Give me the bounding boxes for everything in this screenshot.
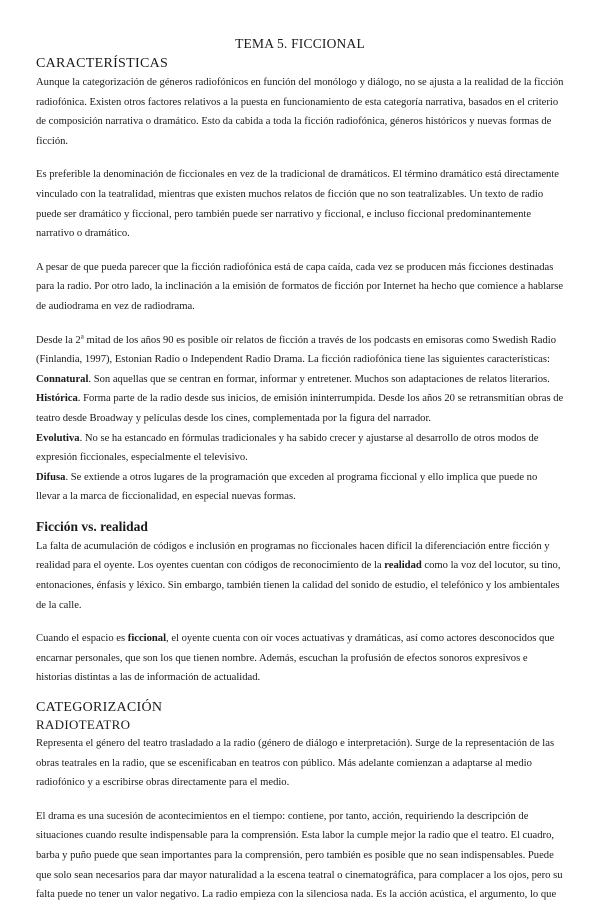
heading-caracteristicas: CARACTERÍSTICAS — [36, 56, 169, 71]
term-historica: Histórica — [36, 393, 78, 405]
term-difusa: Difusa — [36, 471, 66, 483]
term-evolutiva: Evolutiva — [36, 432, 80, 444]
list-item-evolutiva: Evolutiva. No se ha estancado en fórmulas tradicionales y ha sabido crecer y ajustarse al desarrollo de otros modos de expresión ficcionales, especialmente el televisivo. — [36, 432, 539, 464]
list-item-historica: Histórica. Forma parte de la radio desde sus inicios, de emisión ininterrumpida. Desde los años 20 se retransmitían obras de teatro desde Broadway y películas desde los cines, complementada por la figura del narrador. — [36, 393, 564, 424]
paragraph-caracteristicas-1: Aunque la categorización de géneros radiofónicos en función del monólogo y diálogo, no se ajusta a la realidad de la ficción radiofónica. Existen otros factores relativos a la puesta en funcionamiento de esta categoría narrativa, basados en el criterio de composición narrativa o dramático. Esto da cabida a toda la ficción radiofónica, géneros históricos y nuevas formas de ficción. — [36, 77, 564, 147]
heading-ficcion-vs-realidad: Ficción vs. realidad — [36, 518, 148, 534]
paragraph-radioteatro-2: El drama es una sucesión de acontecimientos en el tiempo: contiene, por tanto, acción, requiriendo la descripción de situaciones cuando resulte indispensable para la comprensión. Esta labor la cumple mejor la radio que el teatro. El cuadro, barba y puño puede que sean importantes para la comprensión, pero también es posible que no sean indispensables. Puede que solo sean necesarios para dar mayor naturalidad a la escena teatral o cinematográfica, para complacer a los ojos, pero su falta puede no tener un valor negativo. La radio empieza con la silenciosa nada. Es la acción acústica, el argumento, lo que — [36, 810, 563, 901]
list-item-difusa: Difusa. Se extiende a otros lugares de la programación que exceden al programa ficcional y ello implica que puede no llevar a la marca de ficcionalidad, en especial nuevas formas. — [36, 471, 538, 503]
paragraph-ficcion-1: La falta de acumulación de códigos e inclusión en programas no ficcionales hacen difícil la diferenciación entre ficción y realidad para el oyente. Los oyentes cuentan con códigos de reconocimiento de la realidad como la voz del locutor, su tino, entonaciones, énfasis y léxico. Sin embargo, también tienen la calidad del sonido de estudio, el telefónico y los ambientales de la calle. — [36, 540, 561, 611]
paragraph-radioteatro-1: Representa el género del teatro trasladado a la radio (género de diálogo e interpretación). Surge de la representación de las obras teatrales en la radio, que se escenificaban en teatros con público. Más adelante comienzan a adaptarse al medio radiofónico y a escribirse obras directamente para el medio. — [36, 738, 555, 789]
subheading-radioteatro: RADIOTEATRO — [36, 717, 131, 733]
term-connatural: Connatural — [36, 373, 89, 385]
paragraph-caracteristicas-4: Desde la 2$^a$ mitad de los años 90 es posible oír relatos de ficción a través de los podcasts en emisoras como Swedish Radio (Finlandia, 1997), Estonian Radio o Independent Radio Drama. La ficción radiofónica tiene las siguientes características: — [36, 332, 557, 366]
paragraph-ficcion-2: Cuando el espacio es ficcional, el oyente cuenta con oír voces actuativas y dramáticas, así como actores desconocidos que encarnar personales, que son los que tienen nombre. Además, escuchan la profusión de efectos sonoros expresivos e historias distintas a las de información de actualidad. — [36, 633, 555, 684]
paragraph-caracteristicas-3: A pesar de que pueda parecer que la ficción radiofónica está de capa caída, cada vez se producen más ficciones destinadas para la radio. Por otro lado, la inclinación a la emisión de formatos de ficción por Internet ha hecho que comience a hablarse de audiodrama en vez de radiodrama. — [36, 261, 564, 312]
paragraph-caracteristicas-2: Es preferible la denominación de ficcionales en vez de la tradicional de dramáticos. El término dramático está directamente vinculado con la teatralidad, mientras que existen muchos relatos de ficción que no son teatralizables. Un texto de radio puede ser dramático y ficcional, pero también puede ser narrativo y ficcional, e incluso ficcional predominantemente narrativo o dramático. — [36, 169, 559, 240]
document-title: TEMA 5. FICCIONAL — [235, 36, 365, 51]
list-item-connatural: Connatural. Son aquellas que se centran en formar, informar y entretener. Muchos son adaptaciones de relatos literarios. — [36, 373, 550, 385]
heading-categorizacion: CATEGORIZACIÓN — [36, 700, 163, 716]
